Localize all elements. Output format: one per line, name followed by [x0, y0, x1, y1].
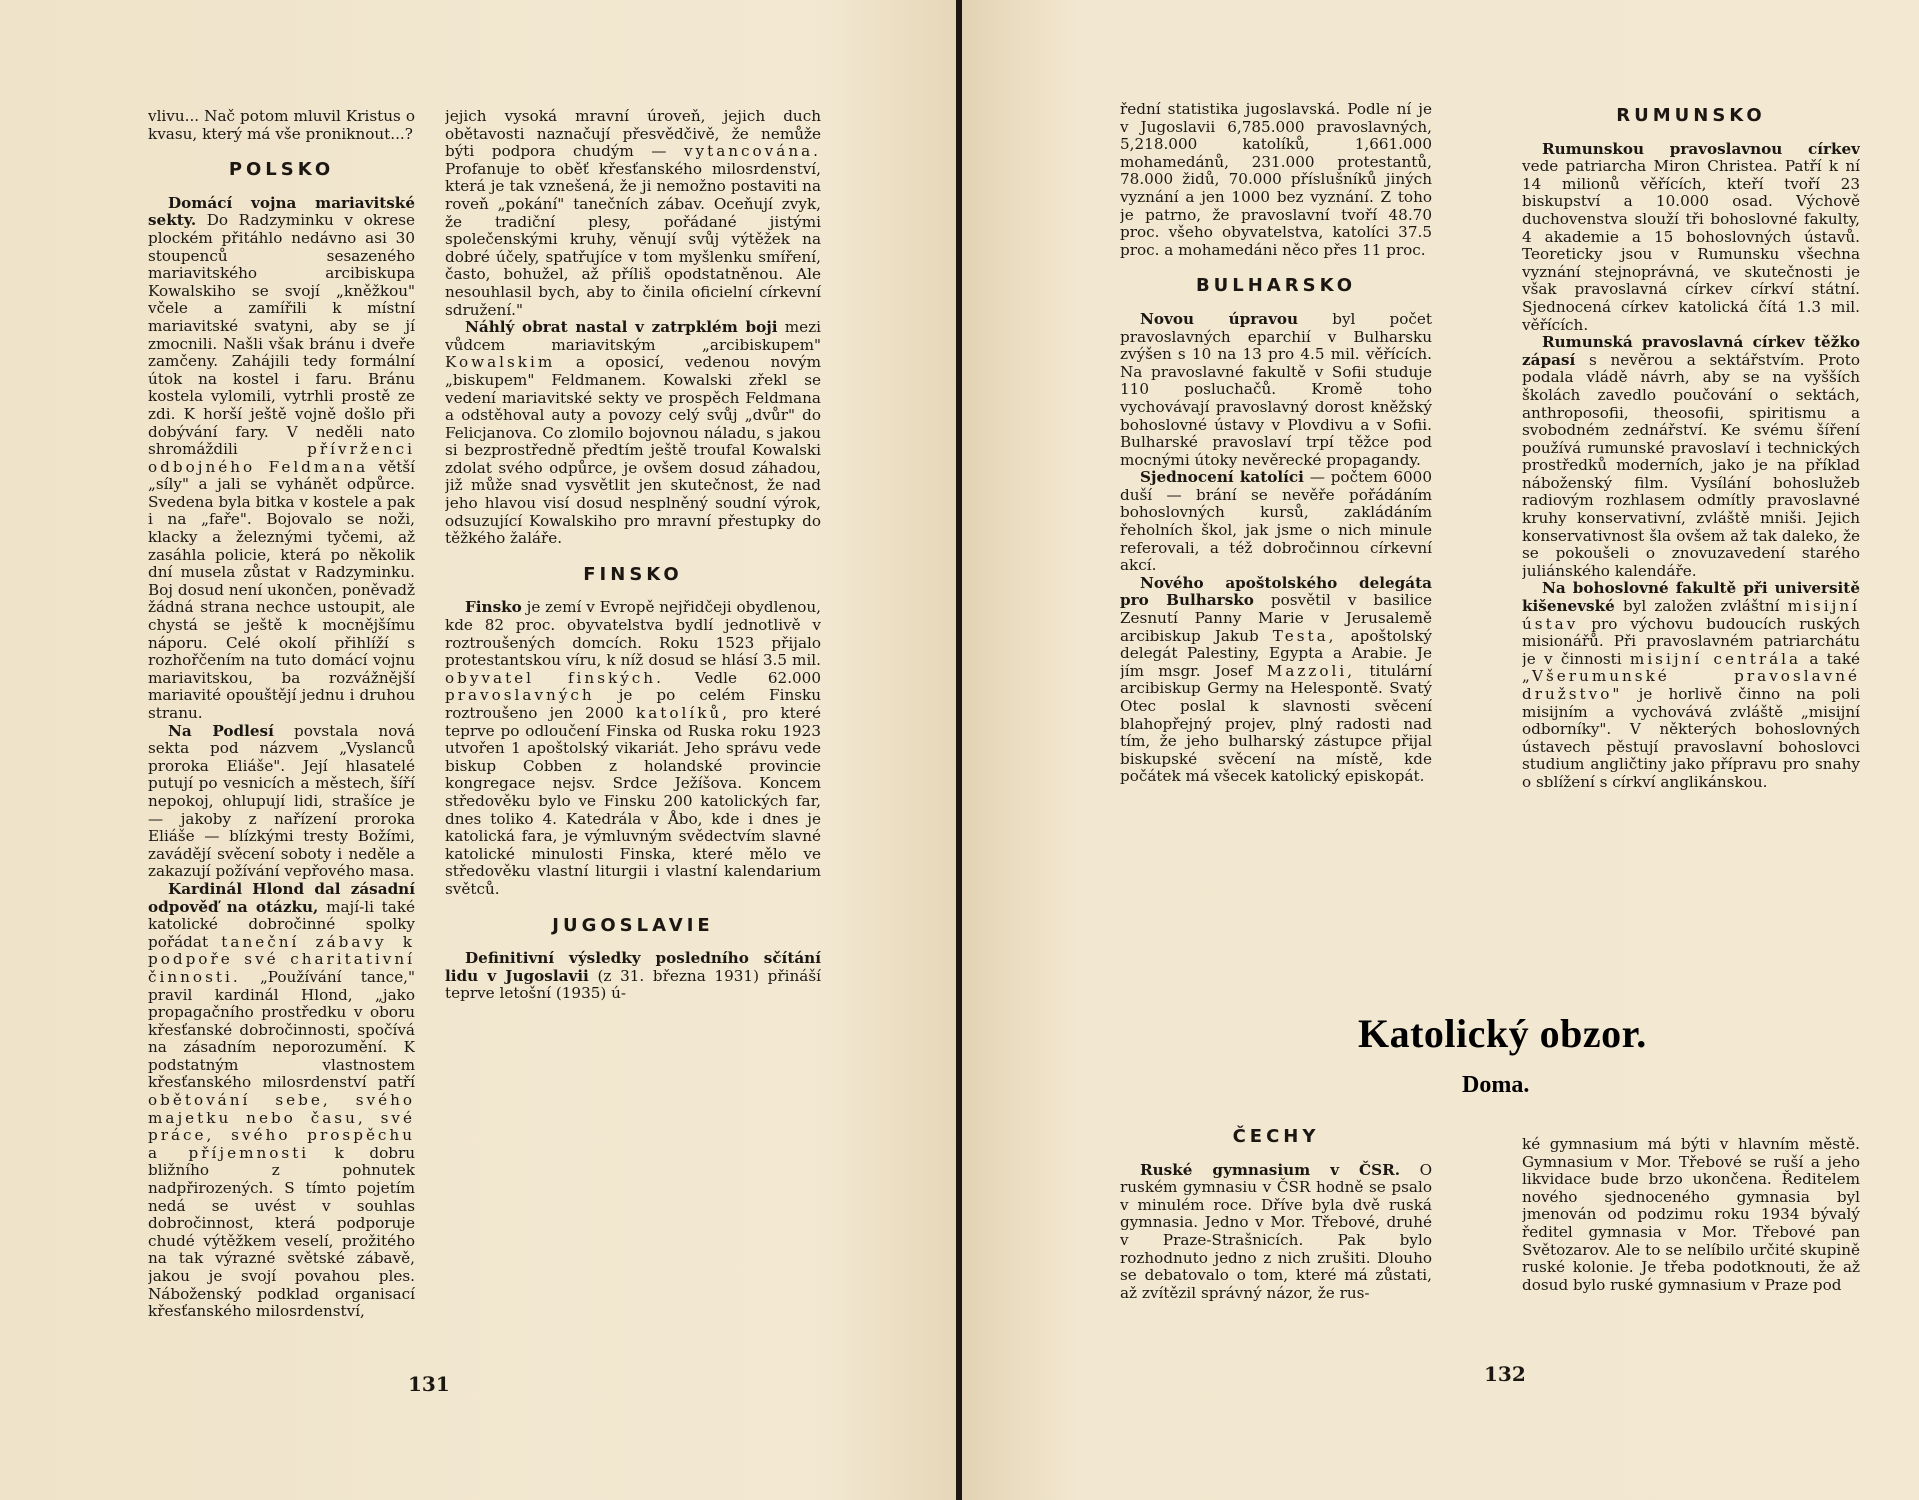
paragraph-hlond-cont: jejich vysoká mravní úroveň, jejich duch obětavosti naznačují přesvědčivě, že nemůže býti podpora chudým — vytancována. Profanuje to oběť křesťanského milosrdenství, která je tak vznešená, že ji nemožno postaviti na roveň „pokání" tanečních zábav. Oceňují zvyk, že tradiční plesy, pořádané jistými společenskými kruhy, věnují svůj výtěžek na dobré účely, spatřujíce v tom myšlenku smíření, často, bohužel, až příliš opodstatněnou. Ale nesouhlasil bych, aby to činila oficielní církevní sdružení.": [445, 108, 821, 319]
heading-jugoslavie: JUGOSLAVIE: [552, 914, 714, 936]
page-number-right: 132: [1484, 1362, 1526, 1386]
heading-cechy: ČECHY: [1232, 1126, 1320, 1147]
paragraph-russian-gymnasium-cont: ké gymnasium má býti v hlavním městě. Gymnasium v Mor. Třebové se ruší a jeho likvidace bude brzo ukončena. Ředitelem nového sjednoceného gymnasia byl jmenován od podzimu roku 1934 bývalý ředitel gymnasia v Mor. Třebové pan Světozarov. Ale to se nelíbilo určité skupině ruské kolonie. Je třeba podotknouti, že až dosud bylo ruské gymnasium v Praze pod: [1522, 1136, 1860, 1294]
paragraph-eparchies: Novou úpravou byl počet pravoslavných eparchií v Bulharsku zvýšen s 10 na 13 pro 4.5 mil. věřících. Na pravoslavné fakultě v Sofii studuje 110 posluchačů. Kromě toho vychovávají pravoslavný dorost kněžský bohoslovné ústavy v Plovdivu a v Sofii. Bulharské pravoslaví trpí těžce pod mocnými útoky nevěrecké propagandy.: [1120, 309, 1432, 469]
heading-finsko: FINSKO: [583, 563, 683, 585]
paragraph-kishinev: Na bohoslovné fakultě při universitě kišenevské byl založen zvláštní misijní ústav pro výchovu budoucích ruských misionářů. Při pravoslavném patriarchátu je v činnosti misijní centrála a také „Všerumunské pravoslavné družstvo" je horlivě činno na poli misijním a vychovává zvláště „misijní odborníky". V některých bohoslovných ústavech pěstují pravoslavní bohoslovci studium angličtiny jako přípravu pro snahy o sblížení s církví anglikánskou.: [1522, 579, 1860, 791]
paragraph-hlond: Kardinál Hlond dal zásadní odpověď na otázku, mají-li také katolické dobročinné spolky pořádat taneční zábavy k podpoře své charitativní činnosti. „Používání tance," pravil kardinál Hlond, „jako propagačního prostředku v oboru křesťanské dobročinnosti, spočívá na zásadním neporozumění. K podstatným vlastnostem křesťanského milosrdenství patří obětování sebe, svého majetku nebo času, své práce, svého prospěchu a příjemnosti k dobru bližního z pohnutek nadpřirozených. S tímto pojetím nedá se uvést v souhlas dobročinnost, která podporuje chudé výtěžkem veselí, prožitého na tak výrazné světské zábavě, jakou je svojí povahou ples. Náboženský podklad organisací křesťanského milosrdenství,: [148, 879, 415, 1321]
heading-bulharsko: BULHARSKO: [1195, 275, 1357, 297]
paragraph-romanian-struggle: Rumunská pravoslavná církev těžko zápasí s nevěrou a sektářstvím. Proto podala vládě návrh, aby se na vyšších školách zavedlo poučování o sektách, anthroposofii, theosofii, spiritismu a svobodném zednářství. Ke svému šíření používá rumunské pravoslaví i technických prostředků moderních, jako je na příklad náboženský film. Vysílání bohoslužeb radiovým rozhlasem odmítly pravoslavné kruhy konservativní, zvláště mniši. Jejich konservativnost šla ovšem až tak daleko, že se pokoušeli o znovuzavedení starého juliánského kalendáře.: [1522, 333, 1860, 580]
heading-rumunsko: RUMUNSKO: [1616, 105, 1766, 126]
paragraph-united-catholics: Sjednocení katolíci — počtem 6000 duší — brání se nevěře pořádáním bohoslovných kursů, zakládáním řeholních škol, jak jsme o nich minule referovali, a též dobročinnou církevní akcí.: [1120, 468, 1432, 575]
left-page: [0, 0, 956, 1500]
paragraph-statistics: řední statistika jugoslavská. Podle ní je v Jugoslavii 6,785.000 pravoslavných, 5,218.000 katolíků, 1,661.000 mohamedánů, 231.000 protestantů, 78.000 židů, 70.000 příslušníků jiných vyznání a jen 1000 bez vyznání. Z toho je patrno, že pravoslavní tvoří 48.70 proc. všeho obyvatelstva, katolíci 37.5 proc. a mohamedáni něco přes 11 proc.: [1120, 101, 1432, 259]
paragraph-apostolic-delegate: Nového apoštolského delegáta pro Bulharsko posvětil v basilice Zesnutí Panny Marie v Jerusalemě arcibiskup Jakub Testa, apoštolský delegát Palestiny, Egypta a Arabie. Je jím msgr. Josef Mazzoli, titulární arcibiskup Germy na Helespontě. Svatý Otec poslal k slavnosti svěcení blahopřejný projev, plný radosti nad tím, že jeho bulharský zástupce přijal biskupské svěcení na místě, kde počátek má všecek katolický episkopát.: [1120, 573, 1432, 786]
left-column-1: [148, 108, 415, 1378]
paragraph-russian-gymnasium: Ruské gymnasium v ČSR. O ruském gymnasiu v ČSR hodně se psalo v minulém roce. Dříve byla dvě ruská gymnasia. Jedno v Mor. Třebové, druhé v Praze-Strašnicích. Pak bylo rozhodnuto jedno z nich zrušiti. Dlouho se debatovalo o tom, které má zůstati, až zvítězil správný názor, že rus-: [1120, 1160, 1432, 1302]
right-column-3: [1120, 1122, 1432, 1352]
paragraph-mariavite-war: Domácí vojna mariavitské sekty. Do Radzyminku v okrese plockém přitáhlo nedávno asi 30 stoupenců sesazeného mariavitského arcibiskupa Kowalskiho se svojí „kněžkou" včele a zamířili k místní mariavitské svatyni, aby se jí zmocnili. Našli však bránu i dveře zamčeny. Zahájili tedy formální útok na kostel i faru. Bránu kostela vylomili, vytrhli prostě ze zdi. K horší ještě vojně došlo při dobývání fary. V neděli nato shromáždili přívrženci odbojného Feldmana větší „síly" a jali se vyhánět odpůrce. Svedena byla bitka v kostele a pak i na „faře". Bojovalo se noži, klacky a železnými tyčemi, až zasáhla policie, která po několik dní musela zůstat v Radzyminku. Boj dosud není ukončen, poněvadž žádná strana nechce ustoupit, ale chystá se ještě k mocnějšímu náporu. Celé okolí přihlíží s rozhořčením na tuto domácí vojnu mariavitskou, ba rozvážnější mariavité opouštějí jednu i druhou stranu.: [148, 193, 415, 722]
section-subtitle: Doma.: [1462, 1072, 1530, 1098]
left-column-2: [445, 108, 821, 1348]
paragraph-intro: vlivu... Nač potom mluvil Kristus o kvasu, který má vše proniknout...?: [148, 108, 415, 143]
paragraph-finsko: Finsko je zemí v Evropě nejřidčeji obydlenou, kde 82 proc. obyvatelstva bydlí jednotlivě v roztroušených domcích. Roku 1523 přijalo protestantskou víru, k níž dosud se hlásí 3.5 mil. obyvatel finských. Vedle 62.000 pravoslavných je po celém Finsku roztroušeno jen 2000 katolíků, pro které teprve po odloučení Finska od Ruska roku 1923 utvořen 1 apoštolský vikariát. Jeho správu vede biskup Cobben z holandské provincie kongregace nejsv. Srdce Ježíšova. Koncem středověku bylo ve Finsku 200 katolických far, dnes toliko 4. Katedrála v Åbo, kde i dnes je katolická fara, je výmluvným svědectvím slavné katolické minulosti Finska, které mělo ve středověku vlastní liturgii i vlastní kalendarium světců.: [445, 598, 821, 898]
right-column-4: [1522, 1136, 1860, 1356]
right-column-1: [1120, 101, 1432, 901]
page-number-left: 131: [408, 1372, 450, 1396]
paragraph-romanian-church: Rumunskou pravoslavnou církev vede patriarcha Miron Christea. Patří k ní 14 milionů věřících, kteří tvoří 23 biskupství a 10.000 osad. Výchově duchovenstva slouží tři bohoslovné fakulty, 4 akademie a 15 bohoslovných ústavů. Teoreticky jsou v Rumunsku všechna vyznání stejnoprávná, ve skutečnosti je však pravoslavná církev církví státní. Sjednocená církev katolická čítá 1.3 mil. věřících.: [1522, 139, 1860, 334]
paragraph-kowalski: Náhlý obrat nastal v zatrpklém boji mezi vůdcem mariavitským „arcibiskupem" Kowalskim a oposicí, vedenou novým „biskupem" Feldmanem. Kowalski zřekl se vedení mariavitské sekty ve prospěch Feldmana a odstěhoval auty a povozy celý svůj „dvůr" do Felicjanova. Co zlomilo bojovnou náladu, s jakou si bezprostředně předtím ještě troufal Kowalski zdolat svého odpůrce, je ovšem dosud záhadou, již může snad vysvětlit jen skutečnost, že nad jeho hlavou visí dosud nesplněný soudní výrok, odsuzující Kowalskiho pro mravní přestupky do těžkého žaláře.: [445, 318, 821, 548]
paragraph-census: Definitivní výsledky posledního sčítání lidu v Jugoslavii (z 31. března 1931) přináší teprve letošní (1935) ú-: [445, 949, 821, 1003]
paragraph-podlesi: Na Podlesí povstala nová sekta pod názvem „Vyslanců proroka Eliáše". Její hlasatelé putují po vesnicích a městech, šíří nepokoj, ohlupují lidi, strašíce je — jakoby z nařízení proroka Eliáše — blízkými tresty Božími, zavádějí svěcení soboty i neděle a zakazují požívání vepřového masa.: [148, 721, 415, 881]
right-page: [962, 0, 1919, 1500]
heading-polsko: POLSKO: [228, 159, 335, 181]
right-column-2: [1522, 101, 1860, 961]
section-title: Katolický obzor.: [1358, 1011, 1647, 1056]
